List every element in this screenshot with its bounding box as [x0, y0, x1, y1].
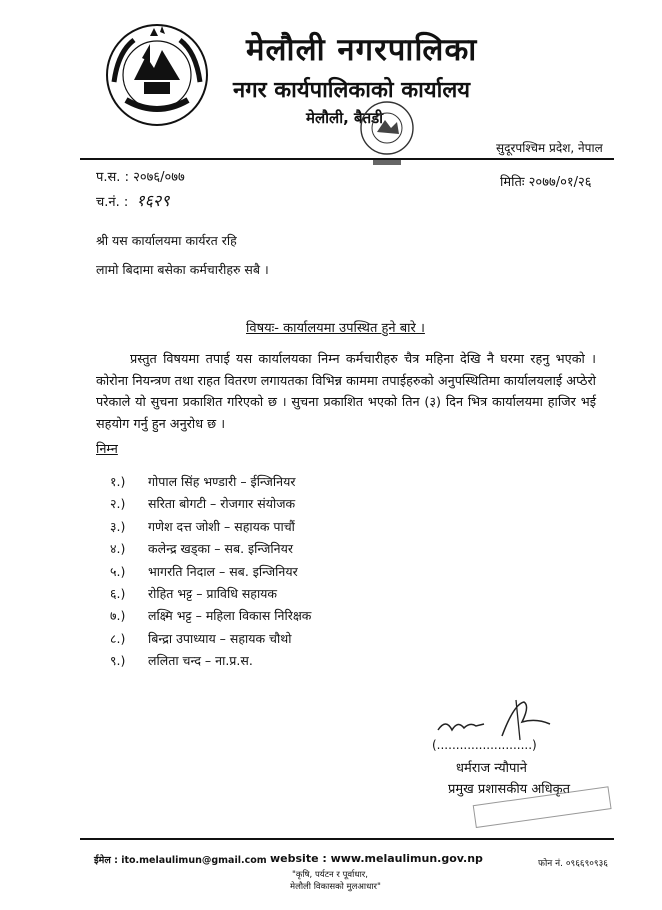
designation-stamp-icon: [468, 784, 618, 828]
letter-body: प्रस्तुत विषयमा तपाई यस कार्यालयका निम्न कर्मचारीहरु चैत्र महिना देखि नै घरमा रहनु भएको । कोरोना नियन्त्रण तथा राहत वितरण लगायतका विभिन्न काममा तपाईहरुको अनुपस्थितिमा कार्यालयलाई अप्ठेरो परेकाले यो सुचना प्रकाशित गरिएको छ । सुचना प्रकाशित भएको तिन (३) दिन भित्र कार्यालयमा हाजिर भई सहयोग गर्नु हुन अनुरोध छ ।: [96, 352, 596, 432]
organization-name: मेलौली नगरपालिका: [246, 32, 478, 68]
list-item: २.) सरिता बोगटी – रोजगार संयोजक: [110, 496, 296, 512]
province-text: सुदूरपश्चिम प्रदेश, नेपाल: [496, 141, 603, 155]
list-item: ९.) ललिता चन्द – ना.प्र.स.: [110, 653, 253, 669]
letter-subject: विषयः- कार्यालयमा उपस्थित हुने बारे ।: [246, 321, 425, 336]
list-item: ३.) गणेश दत्त जोशी – सहायक पाचौं: [110, 518, 295, 534]
letter-date: मितिः २०७७/०१/२६: [500, 175, 592, 190]
office-stamp-icon: [355, 98, 419, 178]
employee-list: [110, 473, 530, 675]
list-item: ८.) बिन्द्रा उपाध्याय – सहायक चौथो: [110, 630, 292, 646]
list-item: ६.) रोहित भट्ट – प्राविधि सहायक: [110, 585, 278, 601]
footer-phone: फोन नं. ०९६६९०९३६: [538, 859, 608, 869]
list-item: ४.) कलेन्द्र खड्का – सब. इन्जिनियर: [110, 541, 293, 557]
footer-website: website : www.melaulimun.gov.np: [270, 852, 483, 865]
reference-number: प.स. : २०७६/०७७: [96, 170, 185, 185]
office-location: मेलौली, बैतडी: [306, 109, 384, 127]
dispatch-label: च.नं. :: [96, 195, 129, 210]
list-item: ७.) लक्ष्मि भट्ट – महिला विकास निरिक्षक: [110, 608, 312, 624]
footer-motto-line-2: मेलौली विकासको मुलआधार": [290, 882, 381, 892]
footer-divider: [80, 838, 614, 840]
list-item: १.) गोपाल सिंह भण्डारी – ईन्जिनियर: [110, 474, 296, 489]
signatory-name: धर्मराज न्यौपाने: [456, 761, 527, 776]
list-heading: निम्न: [96, 442, 118, 457]
footer-motto-line-1: "कृषि, पर्यटन र पूर्वाधार,: [292, 870, 368, 880]
dispatch-number: [96, 189, 170, 211]
header-divider: [80, 158, 614, 160]
footer-email: ईमेल : ito.melaulimun@gmail.com: [94, 855, 267, 866]
list-item: ५.) भागरति निदाल – सब. इन्जिनियर: [110, 563, 298, 579]
government-emblem-icon: [104, 22, 210, 128]
recipient-line-1: श्री यस कार्यालयमा कार्यरत रहि: [96, 233, 237, 248]
office-name: नगर कार्यपालिकाको कार्यालय: [233, 78, 470, 103]
signatory-title: प्रमुख प्रशासकीय अधिकृत: [448, 782, 571, 797]
signature-line: (.........................): [432, 738, 537, 752]
dispatch-value: १६२९: [136, 191, 170, 210]
recipient-line-2: लामो बिदामा बसेका कर्मचारीहरु सबै ।: [96, 262, 269, 277]
